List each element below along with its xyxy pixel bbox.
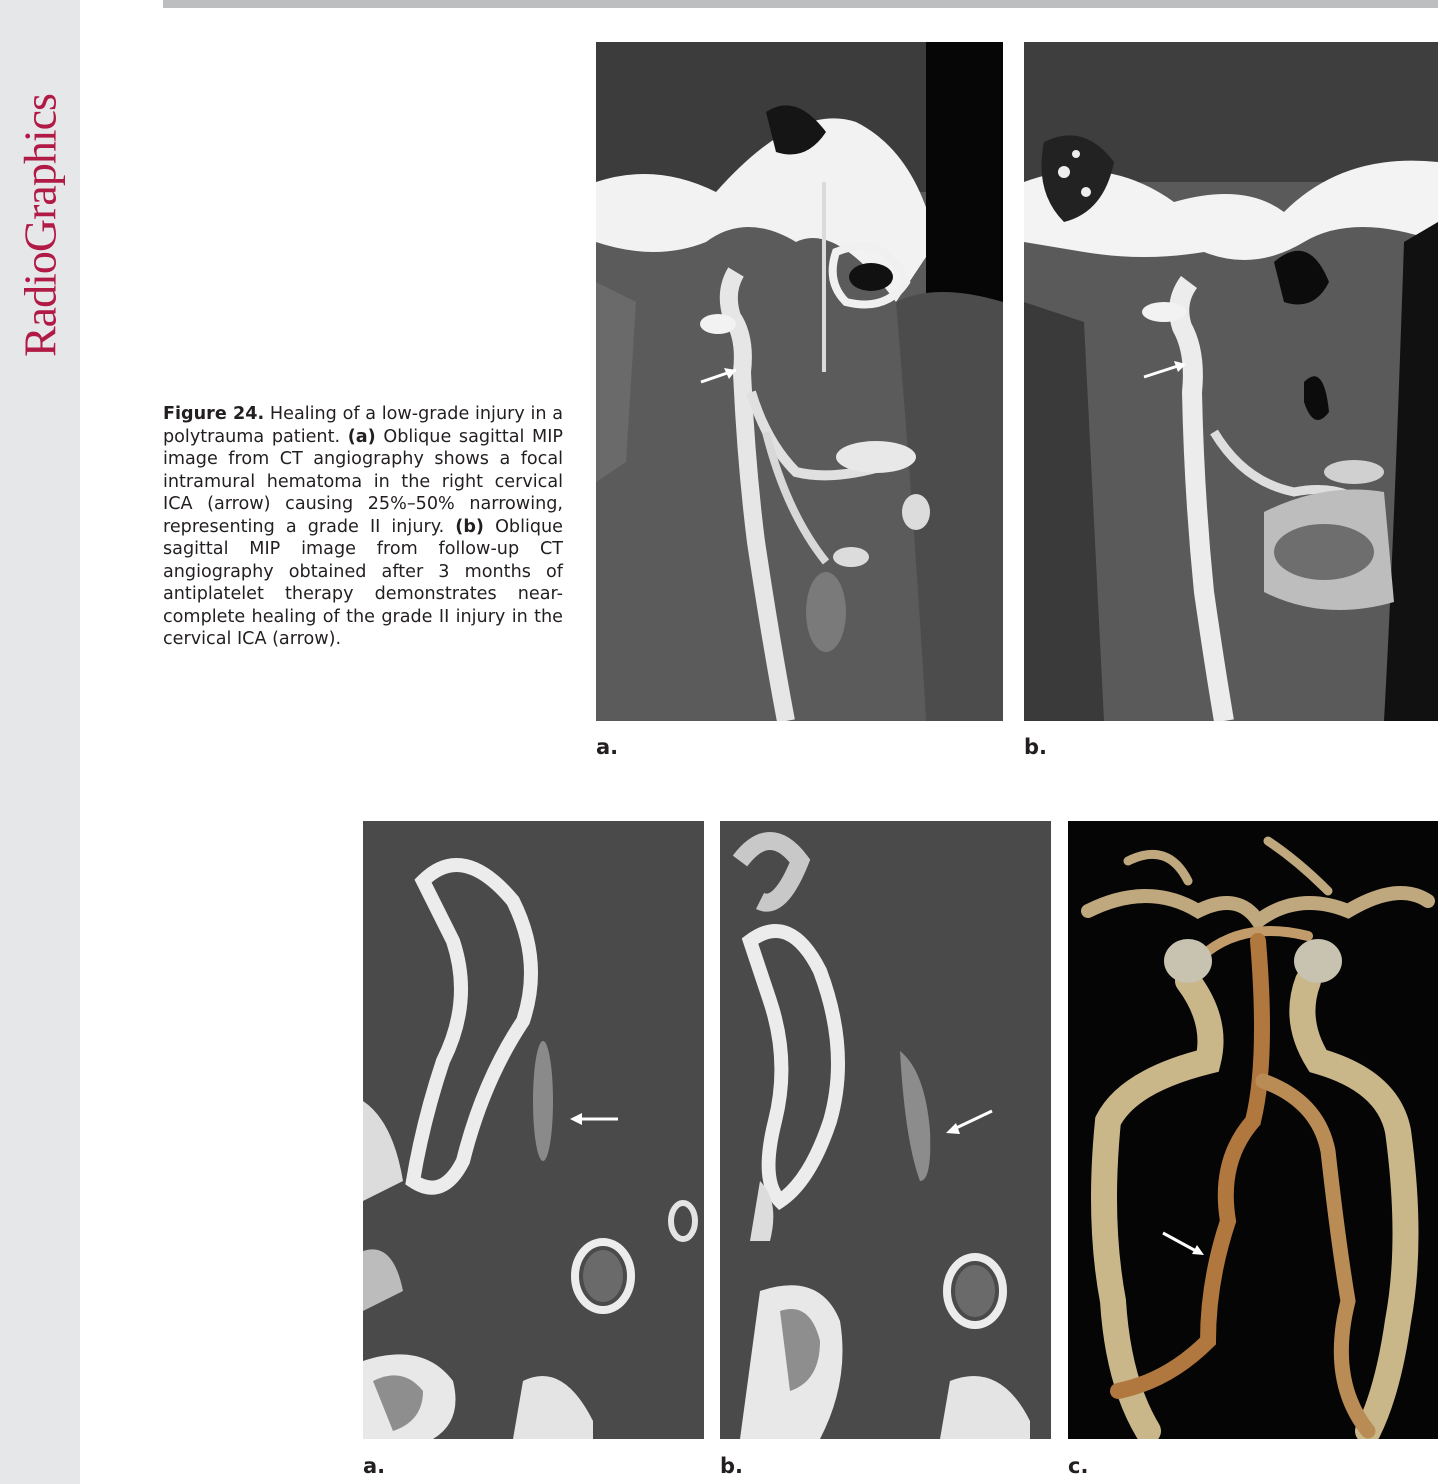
figure-label: Figure 24. [163,404,265,424]
figure-25-label-c: c. [1068,1454,1089,1478]
journal-sidebar [0,0,80,1484]
caption-lead: Healing of a low-grade injury in a polytrauma patient. [163,404,563,447]
caption-text-a: Oblique sagittal MIP image from CT angiography shows a focal intramural hematoma in the right cervical ICA (arrow) causing 25%–50% narrowing, representing a grade II injury. [163,426,564,537]
figure-24-label-b: b. [1024,735,1048,759]
figure-25-label-b: b. [720,1454,744,1478]
caption-text-b: Oblique sagittal MIP image from follow-up CT angiography obtained after 3 months of antiplatelet therapy demonstrates near-complete healing of the grade II injury in the cervical ICA (arrow). [163,516,563,649]
header-rule [163,0,1438,8]
figure-25-image-c [1068,821,1438,1439]
figure-25-image-a [363,821,704,1439]
figure-24-label-a: a. [596,735,619,759]
figure-24-image-a [596,42,1003,721]
figure-25-image-b [720,821,1051,1439]
figure-24-image-b [1024,42,1438,721]
figure-25-label-a: a. [363,1454,386,1478]
caption-marker-b: (b) [455,516,484,537]
figure-24-caption [163,403,563,651]
caption-marker-a: (a) [347,426,376,447]
journal-logo: RadioGraphics [14,94,66,357]
